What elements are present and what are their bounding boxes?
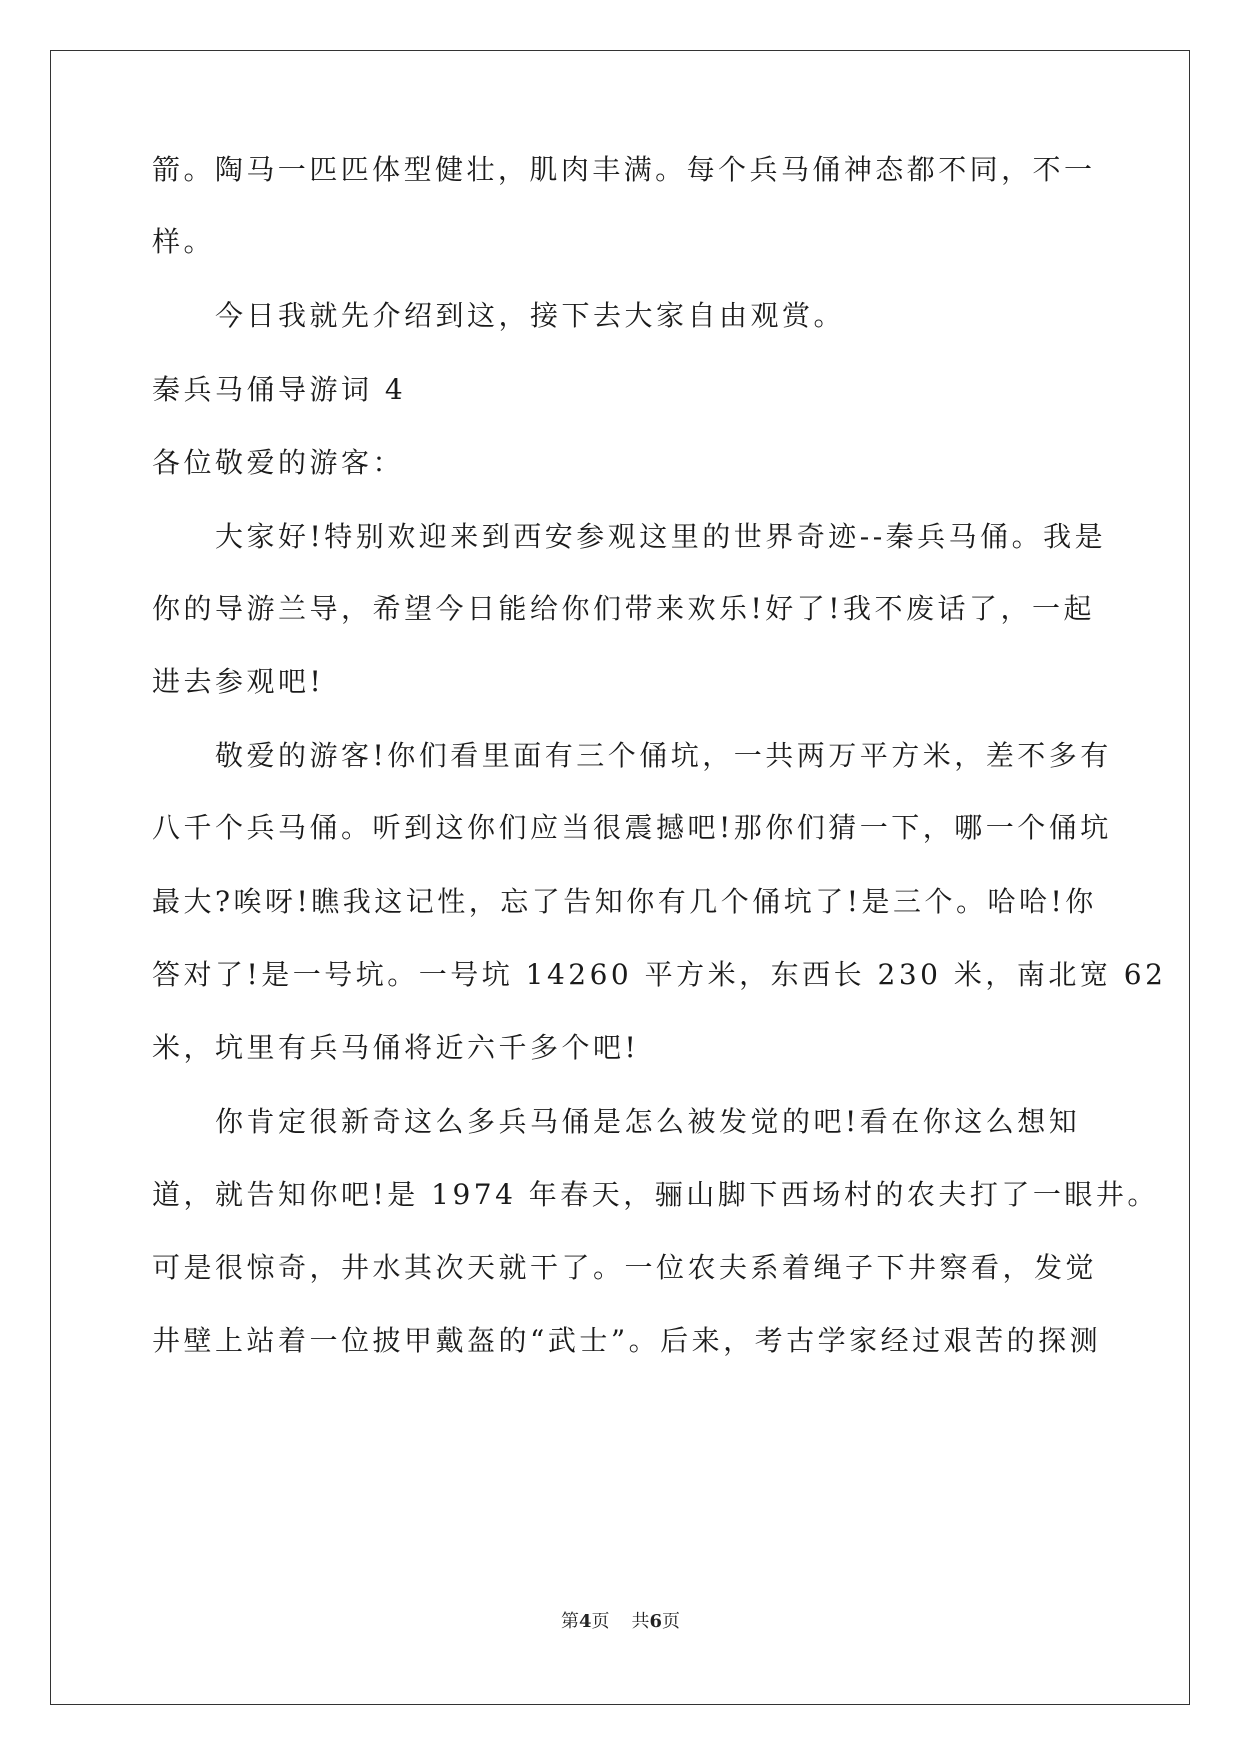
text-line: 井壁上站着一位披甲戴盔的“武士”。后来，考古学家经过艰苦的探测: [152, 1324, 1102, 1357]
page-prefix: 第: [560, 1611, 579, 1632]
text-line: 八千个兵马俑。听到这你们应当很震撼吧!那你们猜一下，哪一个俑坑: [152, 811, 1112, 844]
text-line: 你肯定很新奇这么多兵马俑是怎么被发觉的吧!看在你这么想知: [215, 1105, 1081, 1138]
salutation: 各位敬爱的游客：: [152, 446, 405, 479]
text-line: 最大?唉呀!瞧我这记性，忘了告知你有几个俑坑了!是三个。哈哈!你: [152, 885, 1097, 918]
total-pages-number: 6: [649, 1611, 663, 1632]
text-line: 样。: [152, 225, 216, 258]
text-line: 答对了!是一号坑。一号坑 14260 平方米，东西长 230 米，南北宽 62: [152, 958, 1167, 991]
text-line: 可是很惊奇，井水其次天就干了。一位农夫系着绳子下井察看，发觉: [152, 1251, 1098, 1284]
text-line: 箭。陶马一匹匹体型健壮，肌肉丰满。每个兵马俑神态都不同，不一: [152, 153, 1092, 186]
text-line: 大家好!特别欢迎来到西安参观这里的世界奇迹--秦兵马俑。我是: [215, 520, 1107, 553]
text-line: 今日我就先介绍到这，接下去大家自由观赏。: [215, 299, 846, 332]
text-line: 道，就告知你吧!是 1974 年春天，骊山脚下西场村的农夫打了一眼井。: [152, 1178, 1159, 1211]
current-page-number: 4: [578, 1611, 592, 1632]
total-prefix: 共: [631, 1611, 650, 1632]
text-line: 你的导游兰导，希望今日能给你们带来欢乐!好了!我不废话了，一起: [152, 592, 1096, 625]
text-line: 进去参观吧!: [152, 665, 325, 698]
section-heading: 秦兵马俑导游词 4: [152, 373, 407, 406]
page-suffix: 页: [591, 1611, 610, 1632]
text-line: 米，坑里有兵马俑将近六千多个吧!: [152, 1031, 640, 1064]
page-footer: [0, 1610, 1241, 1634]
total-suffix: 页: [662, 1611, 681, 1632]
text-line: 敬爱的游客!你们看里面有三个俑坑，一共两万平方米，差不多有: [215, 739, 1112, 772]
